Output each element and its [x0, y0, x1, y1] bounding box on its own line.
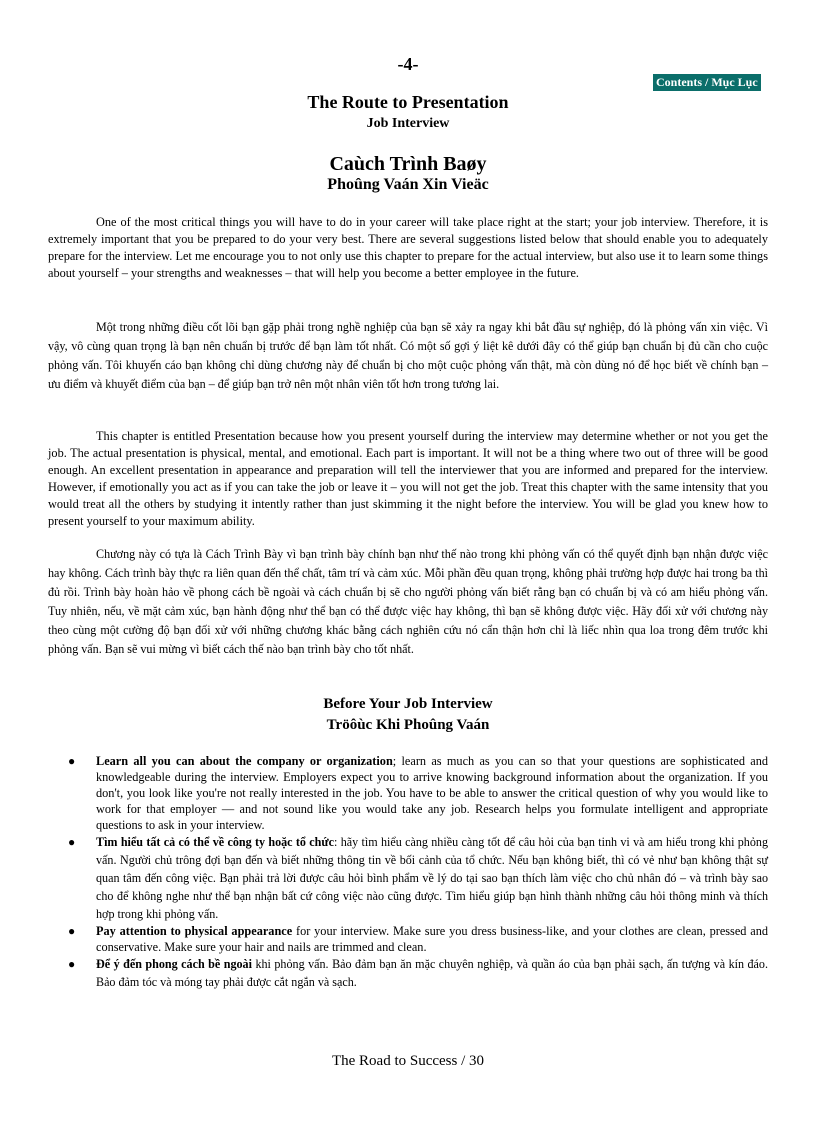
list-item-text: ; learn as much as you can so that your questions are sophisticated and knowledgeable during the interview. Employers expect you to arrive knowing background information about the organization. If you don't, you look like you're not really interested in the job. You have to be able to answer the critical question of why you would like to work for that employer — and not sound like you would take any job. Research helps you formulate intelligent and appropriate questions to ask in your interview.: [96, 754, 768, 832]
bullet-icon: ●: [68, 835, 76, 849]
section-heading-en: Before Your Job Interview: [323, 696, 493, 712]
list-item: [48, 833, 768, 923]
paragraph-chapter-vi: Chương này có tựa là Cách Trình Bày vì bạn trình bày chính bạn như thế nào trong khi phỏng vấn có thể quyết định bạn nhận được việc hay không. Cách trình bày thực ra liên quan đến thể chất, tâm trí và cảm xúc. Mỗi phần đều quan trọng, không phải trường hợp được hai trong ba thì đủ rồi. Trình bày hoàn hảo về phong cách bề ngoài và cách chuẩn bị sẽ cho người phỏng vấn biết rằng bạn có chuẩn bị và có am hiểu phỏng vấn. Tuy nhiên, nếu, về mặt cảm xúc, bạn hành động như thể bạn có thể được việc hay không, thì bạn sẽ không được việc. Hãy đối xử với chương này theo cùng một cường độ bạn đối xử với những chương khác bằng cách nghiên cứu nó cẩn thận hơn chỉ là liếc nhìn qua loa trong đêm trước khi phỏng vấn. Bạn sẽ vui mừng vì biết cách thế nào bạn trình bày cho tốt nhất.: [48, 547, 768, 656]
bullet-icon: ●: [68, 754, 76, 768]
contents-link[interactable]: Contents / Mục Lục: [653, 74, 761, 91]
bullet-icon: ●: [68, 924, 76, 938]
list-item-bold: Để ý đến phong cách bề ngoài: [96, 957, 252, 971]
list-item: [48, 923, 768, 955]
list-item-text: for your interview. Make sure you dress business-like, and your clothes are clean, pressed and conservative. Make sure your hair and nails are trimmed and clean.: [96, 924, 769, 954]
list-item-bold: Tìm hiểu tất cả có thể về công ty hoặc tổ chức: [96, 835, 335, 849]
list-item: [48, 753, 768, 833]
page-number: -4-: [397, 54, 419, 74]
page-footer: The Road to Success / 30: [331, 1053, 485, 1069]
paragraph-intro-en: One of the most critical things you will have to do in your career will take place right at the start; your job interview. Therefore, it is extremely important that you be prepared to do your very best. There are several suggestions listed below that should enable you to adequately prepare for the interview. Let me encourage you to not only use this chapter to prepare for the actual interview, but also use it to learn some things about yourself – your strengths and weaknesses – that will help you become a better employee in the future.: [48, 215, 768, 280]
subtitle-en: Job Interview: [366, 116, 450, 131]
section-heading-vi: Tröôùc Khi Phoûng Vaán: [326, 717, 490, 733]
paragraph-intro-vi: Một trong những điều cốt lõi bạn gặp phải trong nghề nghiệp của bạn sẽ xảy ra ngay khi bắt đầu sự nghiệp, đó là phỏng vấn xin việc. Vì vậy, vô cùng quan trọng là bạn nên chuẩn bị trước để bạn làm tốt nhất. Có một số gợi ý liệt kê dưới đây có thể giúp bạn chuẩn bị đủ cần cho cuộc phỏng vấn. Tôi khuyến cáo bạn không chỉ dùng chương này để chuẩn bị cho một cuộc phỏng vấn thật, mà còn dùng nó để học biết về chính bạn – ưu điểm và khuyết điểm của bạn – để giúp bạn trở nên một nhân viên tốt hơn trong tương lai.: [48, 320, 768, 391]
tips-list: [48, 753, 768, 991]
bullet-icon: ●: [68, 957, 76, 971]
subtitle-vi: Phoûng Vaán Xin Vieäc: [327, 176, 489, 193]
list-item-text: : hãy tìm hiểu càng nhiều càng tốt để câu hỏi của bạn tinh vi và am hiểu trong khi phỏng vấn. Người chủ trông đợi bạn đến và biết những thông tin về bối cảnh của tổ chức. Nếu bạn không biết, thì có vẻ như bạn không thật sự quan tâm đến công việc. Bạn phải trả lời được câu hỏi bình phẩm về lý do tại sao bạn thích làm việc cho chủ nhân đó – và trình bày sao cho để không nghe như thể bạn nhận bất cứ công việc nào cũng được. Tìm hiểu giúp bạn hình thành những câu hỏi thông minh và thích hợp trong khi phỏng vấn.: [96, 835, 768, 921]
list-item: [48, 955, 768, 991]
title-vi: Caùch Trình Baøy: [329, 153, 487, 175]
title-en: The Route to Presentation: [307, 92, 509, 112]
list-item-bold: Learn all you can about the company or organization: [96, 754, 393, 768]
list-item-bold: Pay attention to physical appearance: [96, 924, 293, 938]
list-item-text: khi phỏng vấn. Bảo đảm bạn ăn mặc chuyên nghiệp, và quần áo của bạn phải sạch, ấn tượng và kín đáo. Bảo đảm tóc và móng tay phải được cắt ngắn và sạch.: [96, 957, 768, 989]
paragraph-chapter-en: This chapter is entitled Presentation because how you present yourself during the interview may determine whether or not you get the job. The actual presentation is physical, mental, and emotional. Each part is important. It will not be a thing where two out of three will be good enough. An excellent presentation in appearance and preparation will tell the interviewer that you are informed and prepared for the interview. However, if emotionally you act as if you can take the job or leave it – you will not get the job. Treat this chapter with the same intensity that you would treat all the others by studying it intently rather than just skimming it the night before the interview. You will be glad you knew how to present yourself to your maximum ability.: [48, 429, 768, 528]
